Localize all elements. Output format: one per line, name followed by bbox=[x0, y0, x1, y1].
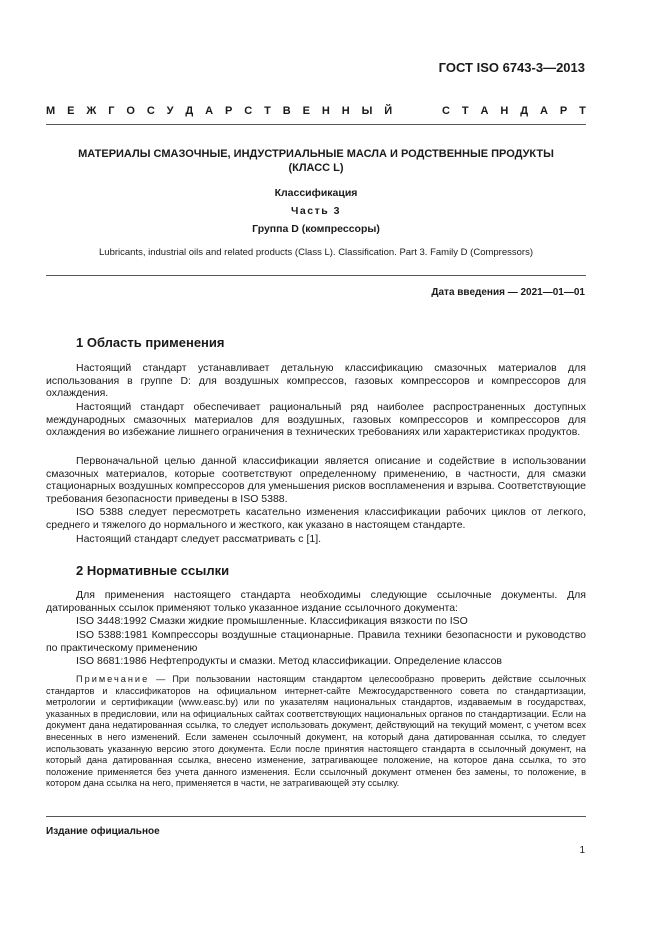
english-title: Lubricants, industrial oils and related products (Class L). Classification. Part 3. Family D (Compressors) bbox=[99, 247, 533, 258]
banner-letter: С bbox=[442, 105, 450, 117]
banner-letter: Н bbox=[500, 105, 509, 117]
banner-letter: С bbox=[244, 105, 253, 117]
banner-letter: А bbox=[205, 105, 214, 117]
note-paragraph bbox=[46, 674, 586, 790]
banner-letter: Ы bbox=[361, 105, 373, 117]
banner-letter: В bbox=[282, 105, 291, 117]
part-title: Часть 3 bbox=[291, 205, 341, 217]
title-line-1: МАТЕРИАЛЫ СМАЗОЧНЫЕ, ИНДУСТРИАЛЬНЫЕ МАСЛА И РОДСТВЕННЫЕ ПРОДУКТЫ bbox=[78, 148, 554, 160]
note-text: — При пользовании настоящим стандартом целесообразно проверить действие ссылочных стандартов и классификаторов на официальном интернет-сайте Межгосударственного совета по стандартизации, метрологии и сертификации (www.easc.by) или по указателям национальных стандартов, издаваемым в государствах, указанных в предисловии, или на официальных сайтах соответствующих национальных органов по стандартизации. Если на документ дана недатированная ссылка, то следует использовать документ, действующий на текущий момент, с учетом всех внесенных в него изменений. Если заменен ссылочный документ, на который дана датированная ссылка, то следует использовать указанную версию этого документа. Если после принятия настоящего стандарта в ссылочный документ, на который дана датированная ссылка, внесено изменение, затрагивающее положение, на которое дана ссылка, то это положение применяется без учета данного изменения. Если ссылочный документ отменен без замены, то положение, в котором дана ссылка на него, применяется в части, не затрагивающей эту ссылку. bbox=[46, 674, 586, 789]
reference-iso-8681: ISO 8681:1986 Нефтепродукты и смазки. Метод классификации. Определение классов bbox=[76, 655, 503, 667]
reference-iso-5388: ISO 5388:1981 Компрессоры воздушные стационарные. Правила техники безопасности и руководство по практическому применению bbox=[46, 629, 586, 654]
banner-letter: Й bbox=[384, 105, 393, 117]
banner-letter: А bbox=[480, 105, 489, 117]
banner-letter: Т bbox=[579, 105, 586, 117]
banner-letter: Т bbox=[264, 105, 271, 117]
banner-letter: Г bbox=[108, 105, 115, 117]
interstate-standard-banner bbox=[46, 105, 586, 117]
section-1-paragraph-1: Настоящий стандарт устанавливает детальную классификацию смазочных материалов для использования в группе D: для воздушных компрессов, газовых компрессоров и компрессоров для охлаждения. bbox=[46, 362, 586, 399]
banner-letter: Т bbox=[461, 105, 469, 117]
reference-iso-3448: ISO 3448:1992 Смазки жидкие промышленные. Классификация вязкости по ISO bbox=[76, 615, 468, 627]
document-title bbox=[46, 147, 586, 175]
date-of-introduction: Дата введения — 2021—01—01 bbox=[431, 287, 585, 298]
banner-letter: Д bbox=[520, 105, 529, 117]
note-label: Примечание bbox=[76, 674, 150, 684]
banner-letter: У bbox=[166, 105, 174, 117]
footer-rule bbox=[46, 816, 586, 817]
section-1-paragraph-4: ISO 5388 следует пересмотреть касательно изменения классификации рабочих циклов от легкого, среднего и тяжелого до нормального и жесткого, как указано в настоящем стандарте. bbox=[46, 506, 586, 531]
banner-letter: Р bbox=[559, 105, 568, 117]
banner-letter: Р bbox=[225, 105, 233, 117]
banner-letter: Д bbox=[185, 105, 194, 117]
banner-letter: Н bbox=[321, 105, 330, 117]
section-2-heading: 2 Нормативные ссылки bbox=[76, 563, 230, 578]
banner-gap bbox=[404, 105, 430, 117]
banner-letter: Е bbox=[67, 105, 75, 117]
banner-letter: С bbox=[146, 105, 155, 117]
section-1-paragraph-5: Настоящий стандарт следует рассматривать с [1]. bbox=[76, 533, 322, 545]
banner-letter: М bbox=[46, 105, 56, 117]
banner-letter: Н bbox=[341, 105, 350, 117]
document-number: ГОСТ ISO 6743-3—2013 bbox=[438, 60, 585, 75]
header-rule bbox=[46, 124, 586, 125]
section-1-paragraph-3: Первоначальной целью данной классификации является описание и содействие в использовании смазочных материалов, которые соответствуют определенному применению, в частности, для смазки стационарных воздушных компрессоров для уменьшения рисков воспламенения и взрыва. Соответствующие требования безопасности приведены в ISO 5388. bbox=[46, 455, 586, 505]
banner-letter: Е bbox=[302, 105, 310, 117]
group-title: Группа D (компрессоры) bbox=[252, 223, 380, 235]
page-number: 1 bbox=[579, 845, 585, 856]
section-2-paragraph-1: Для применения настоящего стандарта необходимы следующие ссылочные документы. Для датированных ссылок применяют только указанное издание ссылочного документа: bbox=[46, 589, 586, 614]
title-rule bbox=[46, 275, 586, 276]
title-line-2: (КЛАСС L) bbox=[288, 162, 344, 174]
official-edition: Издание официальное bbox=[46, 826, 160, 837]
banner-letter: О bbox=[126, 105, 135, 117]
banner-letter: А bbox=[539, 105, 548, 117]
section-1-heading: 1 Область применения bbox=[76, 335, 225, 350]
section-1-paragraph-2: Настоящий стандарт обеспечивает рациональный ряд наиболее распространенных доступных международных смазочных материалов для воздушных, газовых компрессоров и компрессоров для охлаждения во избежание лишнего ограничения в технических требованиях или характеристиках продуктов. bbox=[46, 401, 586, 438]
banner-letter: Ж bbox=[86, 105, 97, 117]
classification-title: Классификация bbox=[274, 187, 358, 199]
